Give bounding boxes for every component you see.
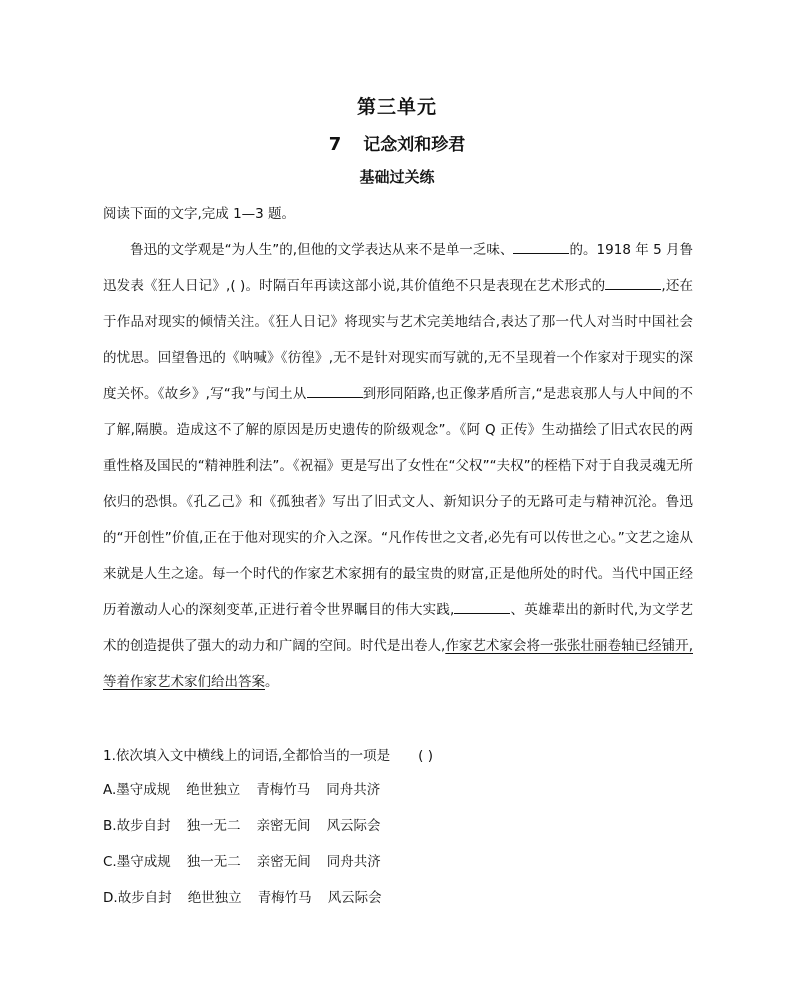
option-a[interactable] — [103, 772, 693, 808]
reading-instruction: 阅读下面的文字,完成 1—3 题。 — [103, 206, 296, 222]
option-word: 独一无二 — [186, 854, 241, 870]
lesson-number: 7 — [328, 134, 342, 155]
option-label: D. — [103, 890, 118, 906]
option-word: 青梅竹马 — [256, 782, 311, 798]
unit-title: 第三单元 — [356, 96, 437, 118]
reading-passage — [103, 232, 693, 700]
option-word: 墨守成规 — [116, 854, 171, 870]
passage-segment-5: 、英雄辈出的新时代,为文学艺术的创造提供了强大的动力和广阔的空间。时代是出卷人, — [103, 602, 693, 654]
option-c[interactable] — [103, 844, 693, 880]
answer-blank-3 — [307, 383, 363, 398]
section-title: 基础过关练 — [359, 168, 435, 186]
option-word: 青梅竹马 — [257, 890, 312, 906]
answer-blank-2 — [605, 275, 661, 290]
option-label: B. — [103, 818, 117, 834]
passage-segment-1: 鲁迅的文学观是“为人生”的,但他的文学表达从来不是单一乏味、 — [130, 242, 514, 258]
option-word: 亲密无间 — [256, 854, 311, 870]
option-word: 故步自封 — [117, 890, 172, 906]
lesson-title: 记念刘和珍君 — [363, 135, 466, 155]
option-b[interactable] — [103, 808, 693, 844]
answer-options — [103, 772, 693, 916]
option-word: 风云际会 — [326, 818, 381, 834]
passage-segment-2: 的。1918 年 5 月鲁迅发表《狂人日记》,( )。时隔百年再读这部小说,其价值绝不只是表现在艺术形式的 — [103, 242, 693, 294]
answer-blank-4 — [454, 599, 510, 614]
option-word: 亲密无间 — [256, 818, 311, 834]
underlined-sentence: 作家艺术家会将一张张壮丽卷轴已经铺开,等着作家艺术家们给出答案 — [103, 638, 693, 690]
option-label: C. — [103, 854, 117, 870]
passage-segment-4: 到形同陌路,也正像茅盾所言,“是悲哀那人与人中间的不了解,隔膜。造成这不了解的原因是历史遗传的阶级观念”。《阿 Q 正传》生动描绘了旧式农民的两重性格及国民的“精神胜利法”。《祝福》更是写出了女性在“父权”“夫权”的桎梏下对于自我灵魂无所依归的恐惧。《孔乙己》和《孤独者》写出了旧式文人、新知识分子的无路可走与精神沉沦。鲁迅的“开创性”价值,正在于他对现实的介入之深。“凡作传世之文者,必先有可以传世之心。”文艺之途从来就是人生之途。每一个时代的作家艺术家拥有的最宝贵的财富,正是他所处的时代。当代中国正经历着激动人心的深刻变革,正进行着令世界瞩目的伟大实践, — [103, 386, 694, 618]
passage-end: 。 — [265, 674, 279, 690]
option-label: A. — [103, 782, 117, 798]
passage-segment-3: ,还在于作品对现实的倾情关注。《狂人日记》将现实与艺术完美地结合,表达了那一代人对当时中国社会的忧思。回望鲁迅的《呐喊》《彷徨》,无不是针对现实而写就的,无不呈现着一个作家对于现实的深度关怀。《故乡》,写“我”与闰土从 — [103, 278, 693, 402]
option-word: 风云际会 — [327, 890, 382, 906]
passage-paragraph — [103, 232, 693, 700]
option-word: 故步自封 — [116, 818, 171, 834]
answer-blank-1 — [513, 239, 569, 254]
lesson-heading — [0, 130, 794, 155]
answer-parenthesis: ( ) — [418, 748, 433, 764]
option-word: 独一无二 — [186, 818, 241, 834]
question-1 — [103, 738, 693, 774]
option-d[interactable] — [103, 880, 693, 916]
option-word: 绝世独立 — [187, 890, 242, 906]
option-word: 墨守成规 — [116, 782, 171, 798]
option-word: 同舟共济 — [326, 854, 381, 870]
question-stem: 1.依次填入文中横线上的词语,全都恰当的一项是 — [103, 748, 391, 764]
option-word: 绝世独立 — [186, 782, 241, 798]
option-word: 同舟共济 — [326, 782, 381, 798]
